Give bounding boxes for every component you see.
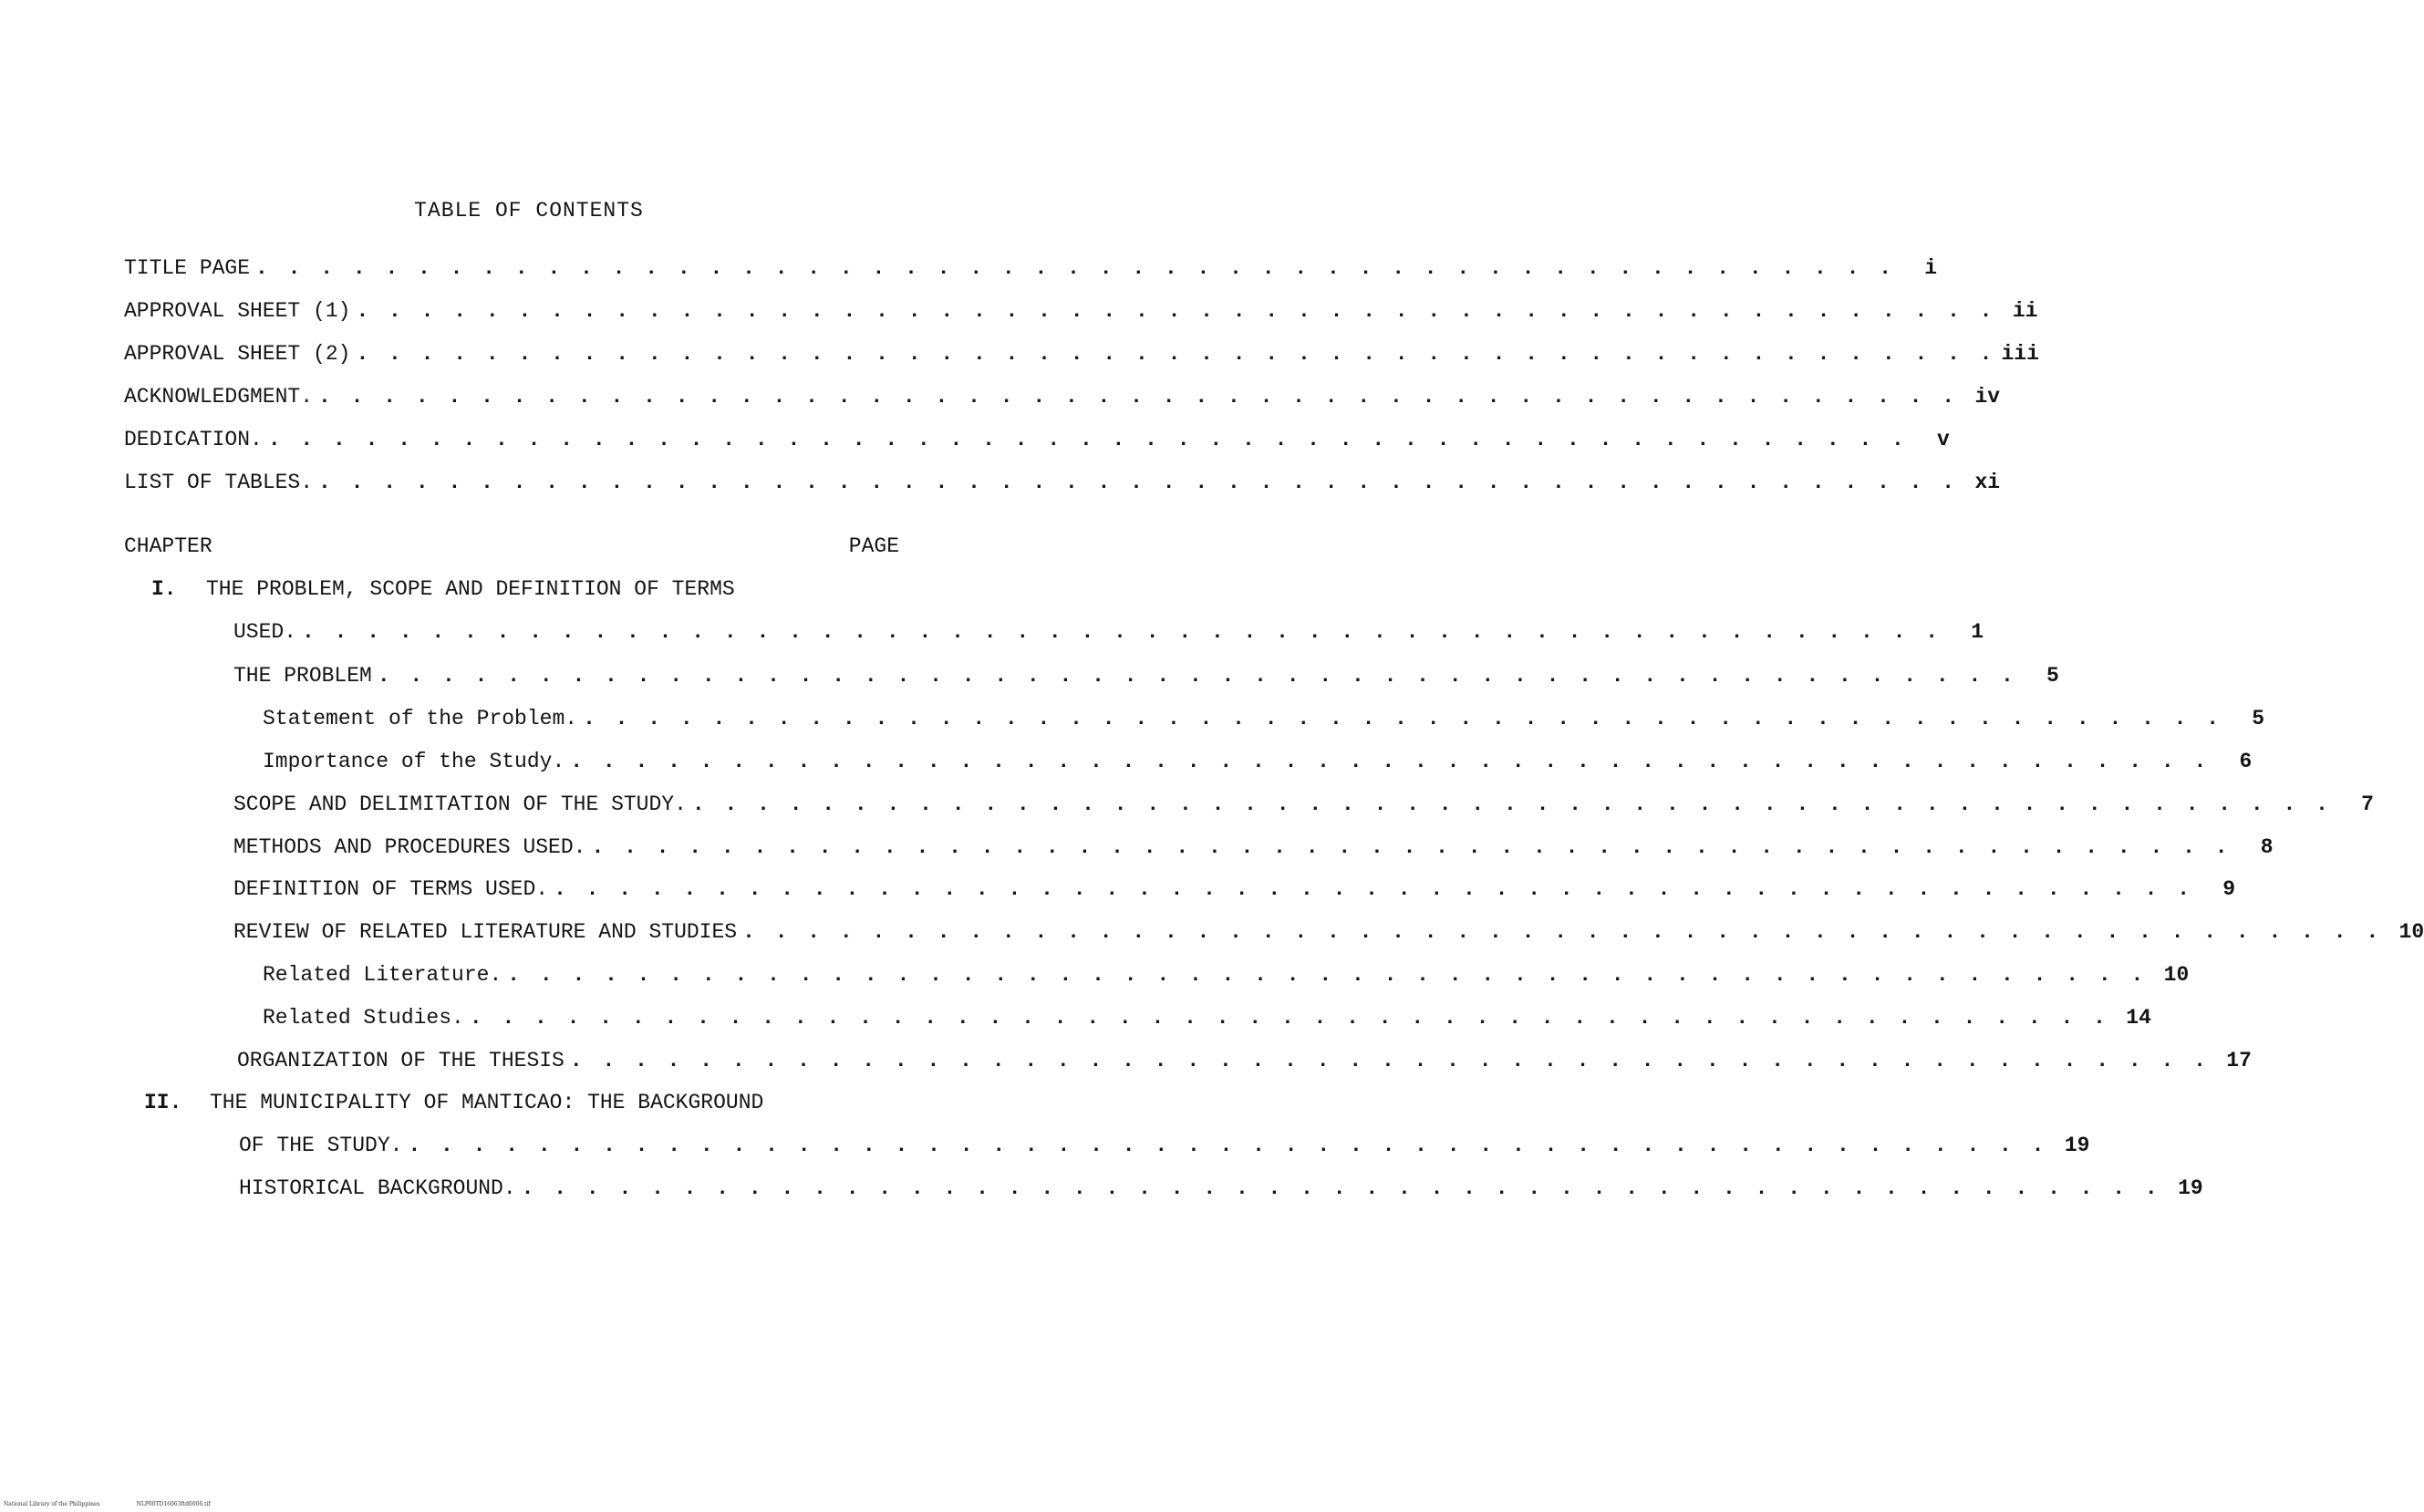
page-column-header: PAGE: [848, 534, 899, 558]
toc-entry-page: 5: [2046, 664, 2059, 688]
toc-entry-label: Related Literature.: [263, 963, 502, 987]
toc-entry-page: 19: [2064, 1134, 2090, 1157]
toc-entry-label: THE PROBLEM: [233, 664, 372, 688]
toc-entry-dedication: [124, 428, 1950, 451]
scan-footer: [4, 1501, 211, 1507]
dot-leader: . . . . . . . . . . . . . . . . . . . . . . . . . . . . . . . . . . . . . . . . . . . . . . . . . . .: [255, 256, 1896, 280]
toc-entry-scope-delimitation: [233, 792, 2374, 816]
toc-entry-page: 5: [2252, 707, 2265, 730]
toc-entry-approval-sheet-1: [124, 299, 2038, 323]
dot-leader: . . . . . . . . . . . . . . . . . . . . . . . . . . . . . . . . . . . . . . . . . . . . . . . . . . .: [318, 471, 1959, 494]
toc-entry-related-literature: [263, 963, 2190, 987]
dot-leader: . . . . . . . . . . . . . . . . . . . . . . . . . . . . . . . . . . . . . . . . . . . . . . . . . . .: [554, 877, 2194, 901]
toc-entry-label: Importance of the Study.: [263, 750, 565, 773]
dot-leader: . . . . . . . . . . . . . . . . . . . . . . . . . . . . . . . . . . . . . . . . . . . . . . . . . . .: [521, 1176, 2161, 1200]
dot-leader: . . . . . . . . . . . . . . . . . . . . . . . . . . . . . . . . . . . . . . . . . . . . . . . . . . .: [570, 750, 2211, 773]
dot-leader: . . . . . . . . . . . . . . . . . . . . . . . . . . . . . . . . . . . . . . . . . . . . . . . . . . .: [408, 1134, 2048, 1157]
toc-entry-historical-background: [239, 1176, 2203, 1200]
dot-leader: . . . . . . . . . . . . . . . . . . . . . . . . . . . . . . . . . . . . . . . . . . . . . . . . . . .: [591, 835, 2232, 859]
dot-leader: . . . . . . . . . . . . . . . . . . . . . . . . . . . . . . . . . . . . . . . . . . . . . . . . . . .: [742, 920, 2383, 944]
toc-entry-label: DEFINITION OF TERMS USED.: [233, 877, 549, 901]
toc-entry-label: ORGANIZATION OF THE THESIS: [237, 1049, 565, 1072]
toc-entry-page: v: [1937, 428, 1950, 451]
dot-leader: . . . . . . . . . . . . . . . . . . . . . . . . . . . . . . . . . . . . . . . . . . . . . . . . . . .: [356, 342, 1996, 366]
toc-entry-label: APPROVAL SHEET (2): [124, 342, 351, 366]
dot-leader: . . . . . . . . . . . . . . . . . . . . . . . . . . . . . . . . . . . . . . . . . . . . . . . . . . .: [583, 707, 2223, 730]
dot-leader: . . . . . . . . . . . . . . . . . . . . . . . . . . . . . . . . . . . . . . . . . . . . . . . . . . .: [569, 1049, 2210, 1072]
dot-leader: . . . . . . . . . . . . . . . . . . . . . . . . . . . . . . . . . . . . . . . . . . . . . . . . . . .: [691, 792, 2332, 816]
toc-entry-page: 17: [2226, 1049, 2252, 1072]
toc-entry-page: 14: [2126, 1006, 2151, 1030]
footer-file-name: NLP00TD16063ftd0006.tif: [136, 1501, 211, 1507]
page-title: TABLE OF CONTENTS: [414, 199, 644, 223]
dot-leader: . . . . . . . . . . . . . . . . . . . . . . . . . . . . . . . . . . . . . . . . . . . . . . . . . . .: [318, 385, 1959, 409]
toc-entry-page: xi: [1974, 471, 2001, 494]
toc-entry-page: iv: [1974, 385, 2001, 409]
dot-leader: . . . . . . . . . . . . . . . . . . . . . . . . . . . . . . . . . . . . . . . . . . . . . . . . . . .: [377, 664, 2017, 688]
toc-entry-page: i: [1924, 256, 1938, 280]
toc-entry-label: SCOPE AND DELIMITATION OF THE STUDY.: [233, 792, 687, 816]
toc-column-header: [124, 534, 899, 558]
toc-entry-label: Statement of the Problem.: [263, 707, 578, 730]
toc-entry-label: HISTORICAL BACKGROUND.: [239, 1176, 516, 1200]
toc-entry-label: REVIEW OF RELATED LITERATURE AND STUDIES: [233, 920, 738, 944]
toc-entry-label: ACKNOWLEDGMENT.: [124, 385, 314, 409]
toc-entry-page: 9: [2222, 877, 2236, 901]
toc-entry-of-the-study: [239, 1134, 2090, 1157]
toc-entry-approval-sheet-2: [124, 342, 2039, 366]
toc-entry-page: ii: [2012, 299, 2038, 323]
chapter-2-title: THE MUNICIPALITY OF MANTICAO: THE BACKGROUND: [210, 1091, 764, 1114]
toc-entry-related-studies: [263, 1006, 2151, 1030]
toc-entry-page: 10: [2163, 963, 2190, 987]
toc-entry-label: METHODS AND PROCEDURES USED.: [233, 835, 586, 859]
toc-entry-label: TITLE PAGE: [124, 256, 251, 280]
toc-entry-the-problem: [233, 664, 2059, 688]
toc-entry-label: LIST OF TABLES.: [124, 471, 314, 494]
dot-leader: . . . . . . . . . . . . . . . . . . . . . . . . . . . . . . . . . . . . . . . . . . . . . . . . . . .: [267, 428, 1908, 451]
footer-library-name: National Library of the Philippines: [4, 1501, 100, 1507]
toc-entry-ch1-used: [233, 620, 1984, 644]
toc-entry-page: 8: [2260, 835, 2274, 859]
toc-entry-page: 6: [2239, 750, 2253, 773]
dot-leader: . . . . . . . . . . . . . . . . . . . . . . . . . . . . . . . . . . . . . . . . . . . . . . . . . . .: [507, 963, 2148, 987]
chapter-1-number: I.: [151, 577, 177, 601]
toc-entry-label: DEDICATION.: [124, 428, 263, 451]
dot-leader: . . . . . . . . . . . . . . . . . . . . . . . . . . . . . . . . . . . . . . . . . . . . . . . . . . .: [469, 1006, 2109, 1030]
toc-entry-title-page: [124, 256, 1938, 280]
toc-entry-page: iii: [2001, 342, 2039, 366]
toc-entry-page: 1: [1971, 620, 1984, 644]
toc-entry-label: Related Studies.: [263, 1006, 464, 1030]
toc-entry-label: APPROVAL SHEET (1): [124, 299, 351, 323]
toc-entry-definition-of-terms: [233, 877, 2236, 901]
chapter-2-number: II.: [144, 1091, 182, 1114]
toc-entry-organization-of-thesis: [237, 1049, 2252, 1072]
toc-entry-page: 19: [2178, 1176, 2203, 1200]
toc-entry-importance-of-study: [263, 750, 2253, 773]
toc-entry-page: 10: [2398, 920, 2424, 944]
toc-entry-review-related-literature: [233, 920, 2424, 944]
toc-entry-methods-procedures: [233, 835, 2274, 859]
dot-leader: . . . . . . . . . . . . . . . . . . . . . . . . . . . . . . . . . . . . . . . . . . . . . . . . . . .: [356, 299, 1996, 323]
chapter-column-header: CHAPTER: [124, 534, 212, 558]
toc-entry-label: OF THE STUDY.: [239, 1134, 403, 1157]
toc-entry-statement-of-problem: [263, 707, 2265, 730]
chapter-1-title: THE PROBLEM, SCOPE AND DEFINITION OF TERMS: [206, 577, 735, 601]
toc-entry-list-of-tables: [124, 471, 2001, 494]
dot-leader: . . . . . . . . . . . . . . . . . . . . . . . . . . . . . . . . . . . . . . . . . . . . . . . . . . .: [302, 620, 1942, 644]
toc-entry-label: USED.: [233, 620, 297, 644]
toc-entry-acknowledgment: [124, 385, 2001, 409]
toc-entry-page: 7: [2361, 792, 2374, 816]
